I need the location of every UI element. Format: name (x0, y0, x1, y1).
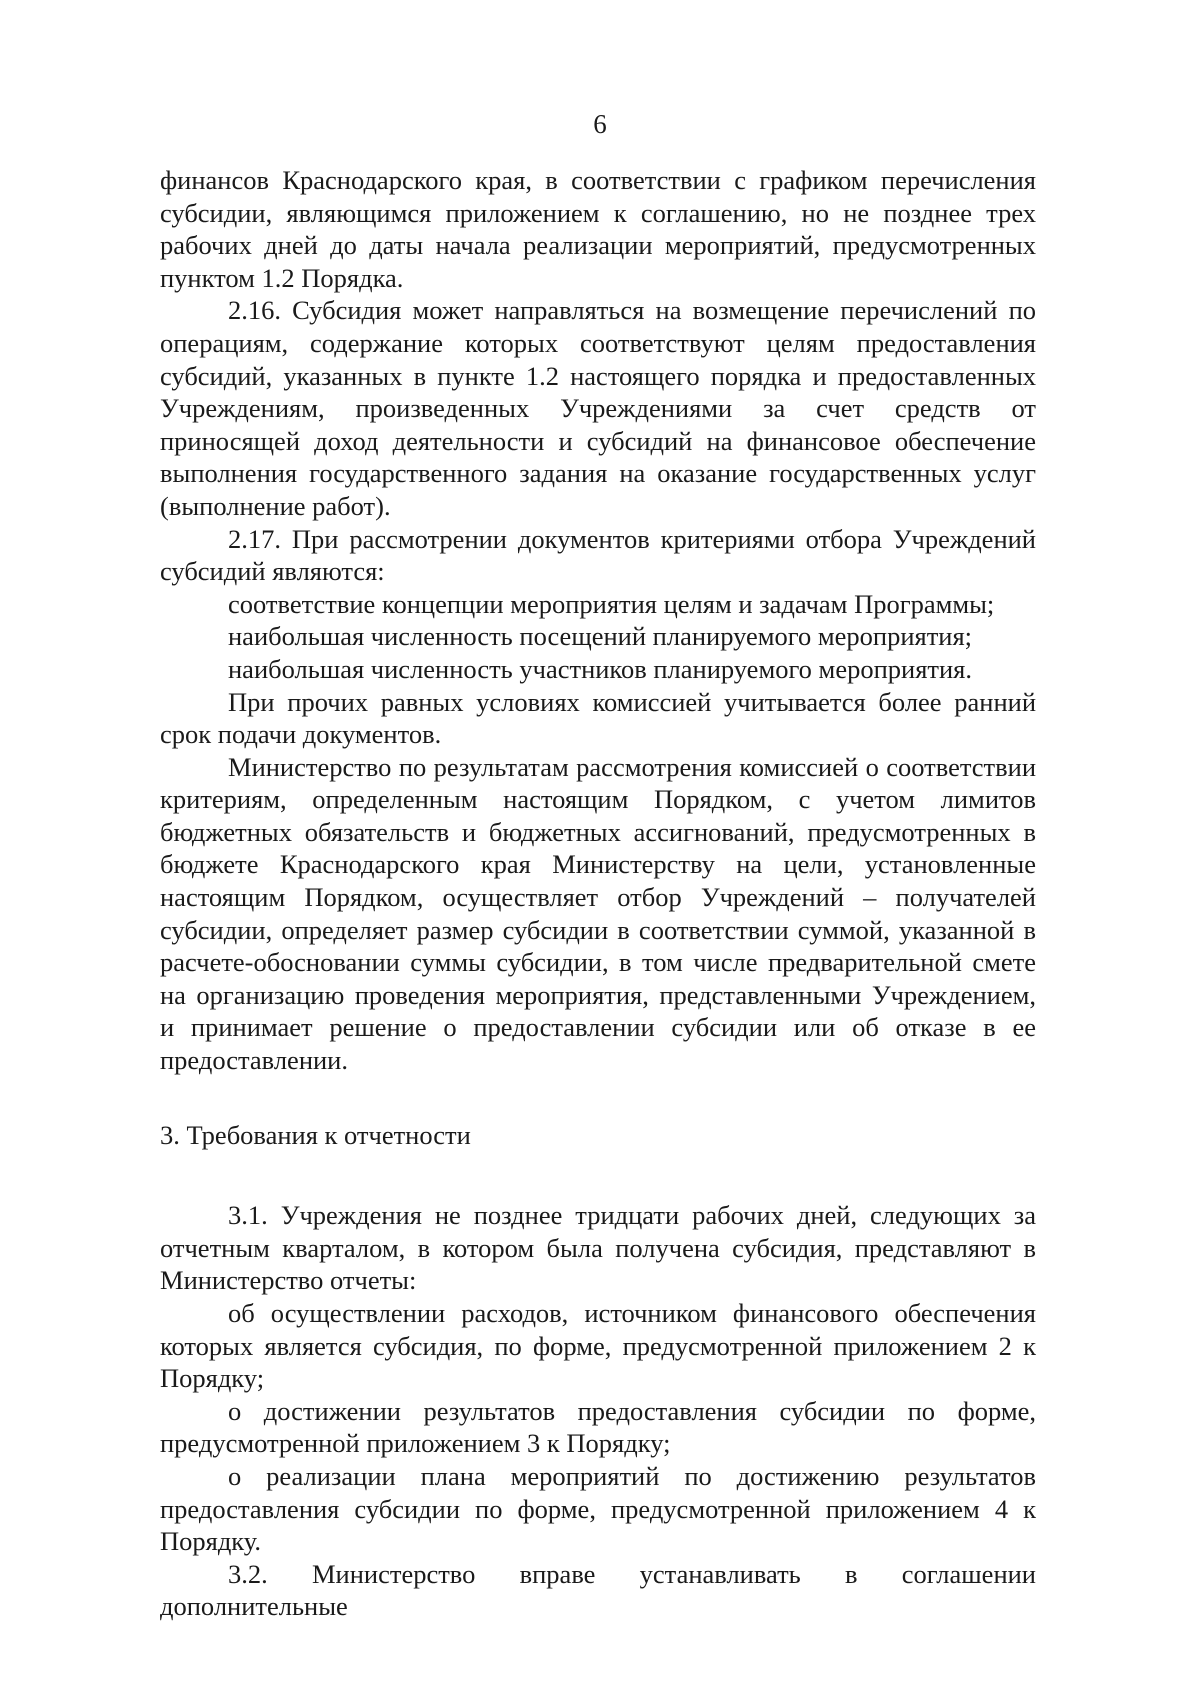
report-expenses: об осуществлении расходов, источником финансового обеспечения которых является субсидия, по форме, предусмотренной приложением 2 к Порядку; (160, 1298, 1036, 1394)
page-number: 6 (593, 109, 607, 139)
report-results: о достижении результатов предоставления субсидии по форме, предусмотренной приложением 3 к Порядку; (160, 1395, 1036, 1459)
paragraph-equal-conditions: При прочих равных условиях комиссией учитывается более ранний срок подачи документов. (160, 686, 1036, 750)
paragraph-3-1: 3.1. Учреждения не позднее тридцати рабочих дней, следующих за отчетным кварталом, в котором была получена субсидия, представляют в Министерство отчеты: (160, 1200, 1036, 1296)
criterion-participants: наибольшая численность участников планируемого мероприятия. (228, 653, 972, 684)
paragraph-2-16: 2.16. Субсидия может направляться на возмещение перечислений по операциям, содержание которых соответствуют целям предоставления субсидий, указанных в пункте 1.2 настоящего порядка и предоставленных Учреждениям, произведенных Учреждениями за счет средств от приносящей доход деятельности и субсидий на финансовое обеспечение выполнения государственного задания на оказание государственных услуг (выполнение работ). (160, 295, 1036, 521)
paragraph-1: финансов Краснодарского края, в соответствии с графиком перечисления субсидии, являющимся приложением к соглашению, но не позднее трех рабочих дней до даты начала реализации мероприятий, предусмотренных пунктом 1.2 Порядка. (160, 165, 1036, 293)
criterion-concept: соответствие концепции мероприятия целям и задачам Программы; (228, 588, 995, 619)
document-body (160, 164, 1036, 1623)
paragraph-3-2: 3.2. Министерство вправе устанавливать в соглашении дополнительные (160, 1558, 1036, 1622)
section-heading: 3. Требования к отчетности (160, 1119, 471, 1150)
paragraph-ministry-decision: Министерство по результатам рассмотрения комиссией о соответствии критериям, определенным настоящим Порядком, с учетом лимитов бюджетных обязательств и бюджетных ассигнований, предусмотренных в бюджете Краснодарского края Министерству на цели, установленные настоящим Порядком, осуществляет отбор Учреждений – получателей субсидии, определяет размер субсидии в соответствии суммой, указанной в расчете-обосновании суммы субсидии, в том числе предварительной смете на организацию проведения мероприятия, представленными Учреждением, и принимает решение о предоставлении субсидии или об отказе в ее предоставлении. (160, 751, 1036, 1076)
criterion-visits: наибольшая численность посещений планируемого мероприятия; (228, 621, 973, 652)
report-plan: о реализации плана мероприятий по достижению результатов предоставления субсидии по форме, предусмотренной приложением 4 к Порядку. (160, 1460, 1036, 1557)
paragraph-2-17: 2.17. При рассмотрении документов критериями отбора Учреждений субсидий являются: (160, 523, 1036, 587)
